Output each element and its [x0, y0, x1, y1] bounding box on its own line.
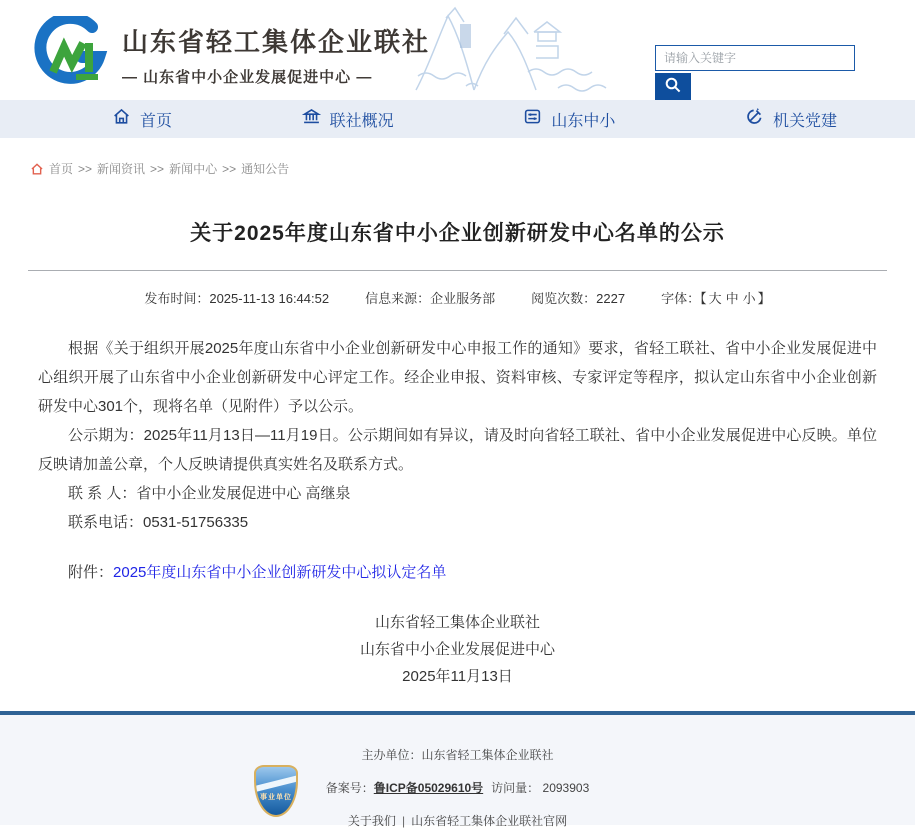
footer-beian-label: 备案号：: [325, 781, 374, 795]
breadcrumb-item-news-center[interactable]: 新闻中心: [169, 162, 218, 176]
meta-source-label: 信息来源：: [365, 291, 431, 306]
article-title: 关于2025年度山东省中小企业创新研发中心名单的公示: [190, 222, 725, 245]
title-divider: [28, 270, 887, 271]
breadcrumb-item-home[interactable]: 首页: [49, 162, 74, 176]
nav-item-label: 机关党建: [772, 112, 837, 130]
attachment-line: [38, 561, 877, 582]
site-footer: [0, 711, 915, 828]
meta-views-value: 2227: [596, 291, 626, 306]
meta-source-value: 企业服务部: [430, 291, 496, 306]
meta-views: [531, 288, 625, 307]
breadcrumb-item-news[interactable]: 新闻资讯: [97, 162, 146, 176]
footer-text: [0, 715, 915, 829]
search-input[interactable]: [655, 45, 855, 71]
panel-icon: [523, 107, 542, 131]
meta-publish-time: [144, 288, 329, 307]
breadcrumb: [30, 160, 915, 177]
badge-label: 事业单位: [260, 794, 292, 801]
breadcrumb-home-icon: [30, 162, 44, 176]
site-header: [0, 0, 915, 100]
meta-font-size: [661, 288, 771, 307]
nav-item-home[interactable]: [112, 107, 172, 131]
footer-host-value: 山东省轻工集体企业联社: [421, 748, 554, 762]
mountain-artwork: [408, 2, 643, 102]
shield-icon: [254, 765, 298, 817]
org-name: 山东省轻工集体企业联社: [122, 27, 431, 57]
attachment-link[interactable]: 2025年度山东省中小企业创新研发中心拟认定名单: [113, 564, 447, 581]
nav-item-overview[interactable]: [302, 107, 394, 131]
font-bracket-open: 【: [700, 291, 707, 306]
article-body: [38, 334, 877, 537]
main-navbar: [0, 100, 915, 138]
party-emblem-icon: [745, 107, 764, 131]
footer-links-line: [0, 812, 915, 829]
footer-links-divider: |: [401, 814, 406, 828]
institution-badge[interactable]: [254, 765, 302, 821]
paragraph-intro: 根据《关于组织开展2025年度山东省中小企业创新研发中心申报工作的通知》要求，省轻工联社、省中小企业发展促进中心组织开展了山东省中小企业创新研发中心评定工作。经企业申报、资料审核、专家评定等程序，拟认定山东省中小企业创新研发中心301个，现将名单（见附件）予以公示。: [38, 340, 877, 415]
font-bracket-close: 】: [757, 291, 771, 306]
site-logo[interactable]: [26, 16, 430, 93]
footer-about-link[interactable]: 关于我们: [347, 814, 396, 828]
article-meta: [38, 288, 877, 307]
footer-site-link[interactable]: 山东省轻工集体企业联社官网: [411, 814, 568, 828]
search-button[interactable]: [655, 73, 691, 100]
footer-host-line: [0, 746, 915, 763]
breadcrumb-separator: >>: [78, 161, 93, 176]
paragraph-contact-phone: 联系电话：0531-51756335: [68, 514, 249, 531]
footer-visits-label: 访问量：: [491, 781, 540, 795]
bank-icon: [302, 107, 321, 131]
footer-host-label: 主办单位：: [361, 748, 422, 762]
home-icon: [112, 107, 131, 131]
signature-date: 2025年11月13日: [402, 668, 513, 685]
org-subtitle: — 山东省中小企业发展促进中心 —: [122, 69, 373, 86]
font-size-large[interactable]: 大: [708, 291, 722, 306]
breadcrumb-separator: >>: [150, 161, 165, 176]
search-area: [655, 45, 855, 100]
paragraph-contact-person: 联 系 人：省中小企业发展促进中心 高继泉: [68, 485, 351, 502]
meta-font-label: 字体：: [661, 291, 701, 306]
nav-item-shandong-sme[interactable]: [523, 107, 615, 131]
meta-publish-value: 2025-11-13 16:44:52: [209, 291, 330, 306]
attachment-label: 附件：: [68, 564, 114, 581]
footer-beian-link[interactable]: 鲁ICP备05029610号: [373, 781, 484, 795]
font-size-medium[interactable]: 中: [725, 291, 739, 306]
nav-item-label: 山东中小: [551, 112, 616, 130]
org-titles: [122, 22, 430, 87]
paragraph-period: 公示期为：2025年11月13日—11月19日。公示期间如有异议，请及时向省轻工联社、省中小企业发展促进中心反映。单位反映请加盖公章，个人反映请提供真实姓名及联系方式。: [38, 427, 877, 473]
meta-views-label: 阅览次数：: [531, 291, 597, 306]
signature-org-2: 山东省中小企业发展促进中心: [359, 641, 555, 658]
signature-block: [38, 609, 877, 690]
article: [0, 217, 915, 690]
footer-beian-line: [0, 779, 915, 796]
font-size-small[interactable]: 小: [742, 291, 756, 306]
nav-item-label: 首页: [140, 112, 173, 130]
nav-item-party-building[interactable]: [745, 107, 837, 131]
breadcrumb-separator: >>: [222, 161, 237, 176]
footer-visits-value: 2093903: [542, 781, 590, 795]
search-icon: [664, 76, 682, 97]
breadcrumb-item-notices[interactable]: 通知公告: [241, 162, 290, 176]
org-logo-icon: [26, 16, 110, 93]
signature-org-1: 山东省轻工集体企业联社: [374, 614, 540, 631]
nav-item-label: 联社概况: [329, 112, 394, 130]
meta-source: [365, 288, 495, 307]
meta-publish-label: 发布时间：: [144, 291, 210, 306]
